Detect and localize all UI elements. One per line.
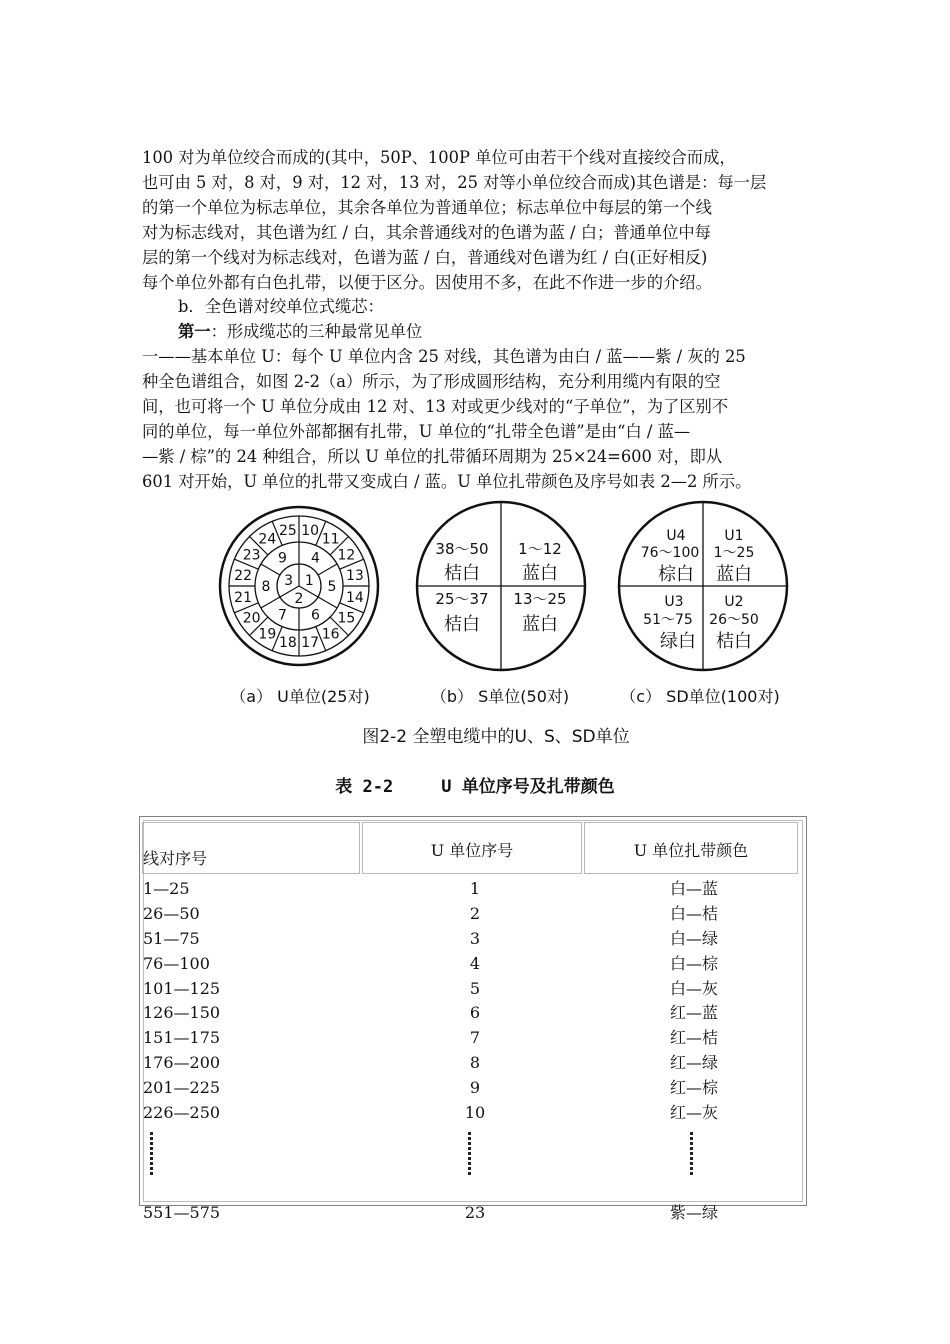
cell-band-color: 白—蓝 bbox=[669, 879, 718, 898]
u-pair-number: 8 bbox=[261, 579, 271, 595]
table-row bbox=[143, 1001, 803, 1026]
cell-pair-range: 101—125 bbox=[143, 978, 221, 998]
u-pair-number: 1 bbox=[304, 573, 314, 589]
figure-caption: 图2-2 全塑电缆中的U、S、SD单位 bbox=[362, 727, 630, 747]
u-pair-number: 2 bbox=[294, 591, 304, 607]
cell-band-color: 红—灰 bbox=[669, 1103, 718, 1123]
table-row bbox=[143, 927, 803, 952]
u-pair-number: 19 bbox=[258, 626, 277, 643]
paragraph-line: 每个单位外都有白色扎带，以便于区分。因使用不多，在此不作进一步的介绍。 bbox=[142, 272, 712, 292]
table-row bbox=[143, 1076, 803, 1101]
cell-band-color: 白—桔 bbox=[669, 903, 718, 923]
s-q3-color: 桔白 bbox=[444, 614, 480, 635]
header-band-color-label: U 单位扎带颜色 bbox=[633, 841, 749, 860]
table-title bbox=[0, 772, 950, 797]
u-spoke bbox=[318, 597, 337, 608]
u-pair-number: 13 bbox=[345, 567, 364, 584]
cell-unit-number: 8 bbox=[469, 1053, 481, 1073]
cell-unit-number: 2 bbox=[469, 903, 481, 923]
u-pair-number: 11 bbox=[321, 531, 340, 548]
sd-q1-id: U1 bbox=[724, 528, 744, 544]
cell-pair-range: 551—575 bbox=[143, 1202, 221, 1222]
table-row bbox=[143, 1101, 803, 1126]
u-pair-number: 6 bbox=[311, 607, 320, 624]
cell-band-color: 紫—绿 bbox=[669, 1202, 718, 1222]
body-text bbox=[142, 146, 814, 495]
header-pair-number-label: 线对序号 bbox=[143, 849, 208, 868]
header-pair-number bbox=[142, 822, 360, 874]
cell-band-color: 白—灰 bbox=[669, 978, 718, 998]
u-pair-number: 16 bbox=[321, 626, 340, 643]
cell-pair-range: 176—200 bbox=[143, 1053, 221, 1073]
s-q4-color: 蓝白 bbox=[522, 614, 558, 635]
u-pair-number: 21 bbox=[234, 590, 253, 607]
header-band-color bbox=[584, 822, 798, 874]
u-pair-number: 7 bbox=[278, 607, 287, 624]
table-row bbox=[143, 877, 803, 902]
label-a: （a） U单位(25对) bbox=[230, 687, 370, 706]
header-unit-number-label: U 单位序号 bbox=[430, 841, 514, 860]
paragraph-line: 间，也可将一个 U 单位分成由 12 对、13 对或更少线对的“子单位”，为了区别不 bbox=[142, 397, 729, 417]
vertical-ellipsis-col2 bbox=[466, 1132, 472, 1176]
first-heading-rest: ：形成缆芯的三种最常见单位 bbox=[210, 322, 423, 342]
u-pair-number: 3 bbox=[284, 573, 294, 589]
s-q1-range: 1～12 bbox=[518, 540, 562, 558]
paragraph-line: 对为标志线对，其色谱为红 / 白，其余普通线对的色谱为蓝 / 白；普通单位中每 bbox=[142, 222, 711, 242]
u-pair-number: 20 bbox=[242, 610, 261, 627]
u-pair-number: 10 bbox=[301, 523, 320, 540]
figure-svg bbox=[212, 500, 792, 770]
table-row bbox=[143, 1026, 803, 1051]
sd-q2-range: 76～100 bbox=[640, 545, 700, 561]
cell-unit-number: 6 bbox=[469, 1003, 481, 1023]
vertical-ellipsis-col3 bbox=[688, 1132, 694, 1176]
cell-pair-range: 51—75 bbox=[143, 928, 200, 948]
figure-2-2 bbox=[212, 500, 792, 770]
cell-band-color: 红—蓝 bbox=[669, 1003, 718, 1023]
cell-band-color: 红—绿 bbox=[669, 1053, 718, 1073]
table-number: 表 2-2 bbox=[335, 777, 394, 797]
table-row bbox=[143, 977, 803, 1002]
sd-unit-diagram bbox=[619, 502, 787, 670]
sd-q2-id: U4 bbox=[666, 528, 686, 544]
cell-band-color: 白—棕 bbox=[669, 953, 718, 973]
table-row-last bbox=[143, 1201, 803, 1226]
table-title-text: U 单位序号及扎带颜色 bbox=[441, 777, 615, 797]
s-q2-range: 38～50 bbox=[435, 540, 489, 558]
cell-unit-number: 23 bbox=[464, 1202, 486, 1222]
ellipsis-row bbox=[143, 1126, 803, 1201]
sd-q3-color: 绿白 bbox=[660, 631, 696, 652]
s-q3-range: 25～37 bbox=[435, 590, 489, 608]
table-row bbox=[143, 1051, 803, 1076]
u-spoke bbox=[318, 564, 337, 575]
paragraph-line: 种全色谱组合，如图 2-2（a）所示，为了形成圆形结构，充分利用缆内有限的空 bbox=[142, 372, 721, 392]
cell-band-color: 白—绿 bbox=[669, 928, 718, 948]
u-spokes bbox=[229, 516, 369, 656]
cell-unit-number: 7 bbox=[469, 1028, 481, 1048]
cell-unit-number: 4 bbox=[469, 953, 481, 973]
cell-pair-range: 201—225 bbox=[143, 1078, 221, 1098]
cell-unit-number: 9 bbox=[469, 1078, 481, 1098]
cell-pair-range: 226—250 bbox=[143, 1103, 221, 1123]
cell-pair-range: 1—25 bbox=[143, 879, 190, 898]
table-row bbox=[143, 952, 803, 977]
paragraph-line: 也可由 5 对，8 对，9 对，12 对，13 对，25 对等小单位绞合而成)其色谱是：每一层 bbox=[142, 172, 767, 192]
u-pair-number: 14 bbox=[345, 590, 364, 607]
u-pair-number: 17 bbox=[301, 634, 320, 651]
first-heading-bold: 第一 bbox=[178, 322, 211, 342]
u-pair-number: 4 bbox=[311, 550, 320, 567]
sd-q4-range: 26～50 bbox=[709, 612, 759, 628]
sd-q4-id: U2 bbox=[724, 594, 744, 610]
paragraph-line: 601 对开始，U 单位的扎带又变成白 / 蓝。U 单位扎带颜色及序号如表 2—2 所示。 bbox=[142, 471, 752, 491]
table-row bbox=[143, 902, 803, 927]
u-unit-diagram bbox=[220, 507, 378, 665]
u-pair-number: 23 bbox=[242, 547, 261, 564]
u-pair-number: 18 bbox=[278, 634, 297, 651]
header-unit-number bbox=[362, 822, 582, 874]
u-pair-number: 5 bbox=[327, 579, 337, 595]
cell-band-color: 红—桔 bbox=[669, 1028, 718, 1048]
u-pair-number: 22 bbox=[234, 567, 253, 584]
s-q2-color: 桔白 bbox=[444, 563, 480, 584]
u-pair-number: 25 bbox=[278, 523, 297, 540]
paragraph-line: 的第一个单位为标志单位，其余各单位为普通单位；标志单位中每层的第一个线 bbox=[142, 197, 712, 217]
cell-unit-number: 10 bbox=[464, 1103, 486, 1123]
cell-pair-range: 26—50 bbox=[143, 903, 200, 923]
cell-band-color: 红—棕 bbox=[669, 1078, 718, 1098]
u-pair-number: 9 bbox=[278, 550, 287, 567]
paragraph-line: —紫 / 棕”的 24 种组合，所以 U 单位的扎带循环周期为 25×24=600 对，即从 bbox=[142, 446, 723, 466]
sd-q3-id: U3 bbox=[664, 594, 684, 610]
u-pair-number: 24 bbox=[258, 531, 277, 548]
s-unit-diagram bbox=[417, 502, 585, 670]
table-body bbox=[143, 877, 803, 1225]
first-heading bbox=[142, 320, 814, 345]
sd-q4-color: 桔白 bbox=[716, 631, 752, 652]
sd-q3-range: 51～75 bbox=[643, 612, 693, 628]
label-c: （c） SD单位(100对) bbox=[620, 687, 780, 706]
table-2-2 bbox=[139, 816, 807, 1222]
s-q1-color: 蓝白 bbox=[522, 563, 558, 584]
paragraph-line: 一——基本单位 U：每个 U 单位内含 25 对线，其色谱为由白 / 蓝——紫 / 灰的 25 bbox=[142, 347, 746, 367]
cell-unit-number: 5 bbox=[469, 978, 481, 998]
sd-q1-range: 1～25 bbox=[713, 545, 755, 561]
cell-unit-number: 1 bbox=[469, 879, 481, 898]
cell-pair-range: 126—150 bbox=[143, 1003, 221, 1023]
cell-unit-number: 3 bbox=[469, 928, 481, 948]
paragraph-line: 同的单位，每一单位外部都捆有扎带，U 单位的“扎带全色谱”是由“白 / 蓝— bbox=[142, 421, 691, 441]
section-heading-b: b．全色谱对绞单位式缆芯： bbox=[178, 297, 384, 317]
s-q4-range: 13～25 bbox=[513, 590, 567, 608]
sd-q1-color: 蓝白 bbox=[716, 564, 752, 585]
sd-q2-color: 棕白 bbox=[658, 564, 694, 585]
vertical-ellipsis-col1 bbox=[148, 1132, 154, 1176]
paragraph-line: 层的第一个线对为标志线对，色谱为蓝 / 白，普通线对色谱为红 / 白(正好相反) bbox=[142, 247, 708, 267]
u-pair-number: 12 bbox=[337, 547, 356, 564]
cell-pair-range: 76—100 bbox=[143, 953, 210, 973]
cell-pair-range: 151—175 bbox=[143, 1028, 221, 1048]
u-spoke bbox=[261, 597, 280, 608]
u-pair-number: 15 bbox=[337, 610, 356, 627]
paragraph-line: 100 对为单位绞合而成的(其中，50P、100P 单位可由若干个线对直接绞合而成， bbox=[142, 148, 736, 167]
label-b: （b） S单位(50对) bbox=[430, 687, 570, 706]
